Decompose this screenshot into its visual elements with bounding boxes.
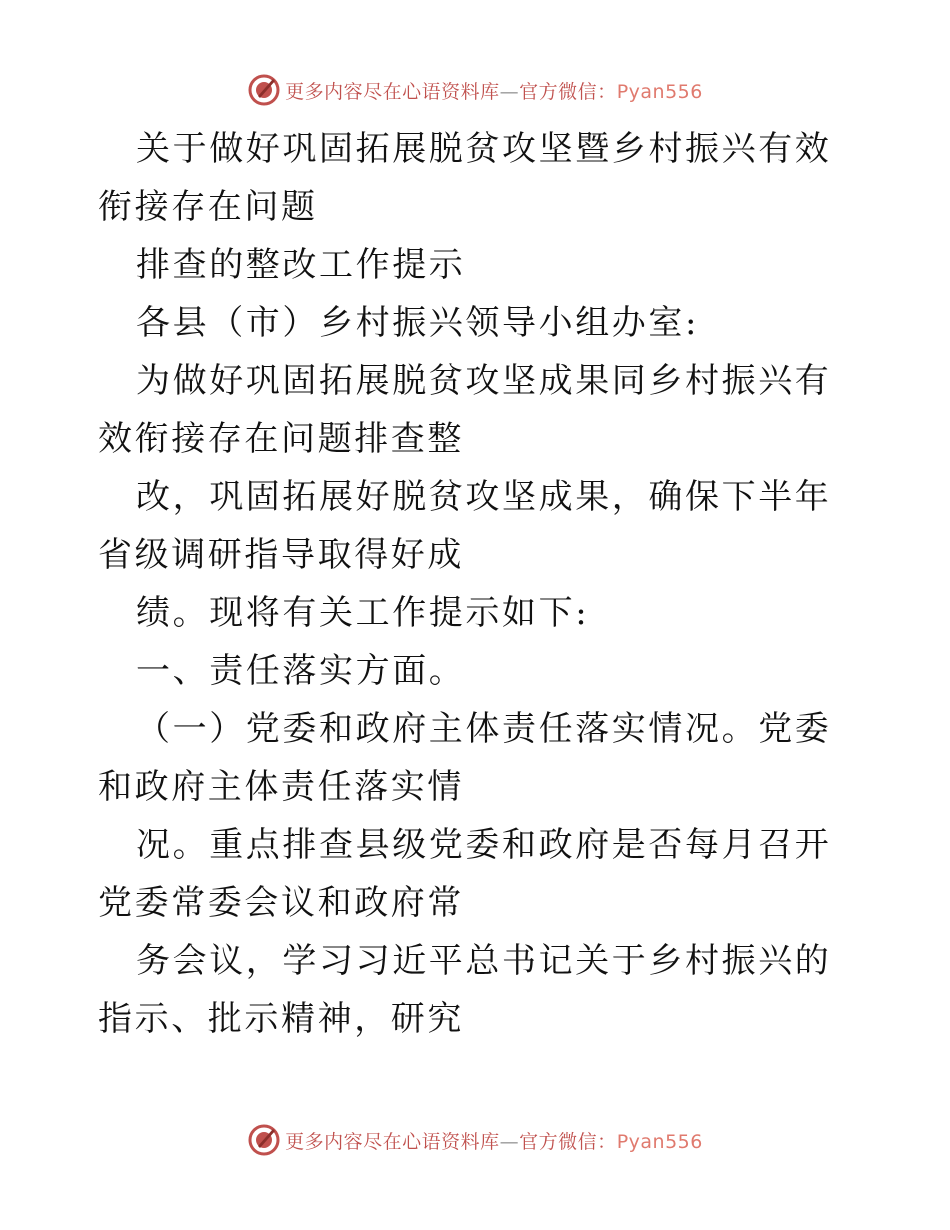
paragraph-1: 关于做好巩固拓展脱贫攻坚暨乡村振兴有效衔接存在问题 [98,129,832,227]
watermark-main-text: 更多内容尽在心语资料库 [285,1130,500,1153]
document-body [98,120,858,1048]
paragraph-3: 各县（市）乡村振兴领导小组办室: [136,303,700,343]
watermark-dash: — [499,80,520,103]
watermark-label: 官方微信： [519,1130,617,1153]
paragraph-2: 排查的整改工作提示 [136,245,466,285]
paragraph-9: 况。重点排查县级党委和政府是否每月召开党委常委会议和政府常 [98,825,832,923]
paragraph-4: 为做好巩固拓展脱贫攻坚成果同乡村振兴有效衔接存在问题排查整 [98,361,832,459]
paragraph-8: （一）党委和政府主体责任落实情况。党委和政府主体责任落实情 [98,709,832,807]
watermark-dash: — [499,1130,520,1153]
watermark-banner-top [0,70,950,110]
paragraph-10: 务会议，学习习近平总书记关于乡村振兴的指示、批示精神，研究 [98,941,832,1039]
watermark-wechat-id: Pyan556 [616,1130,703,1153]
brand-logo-icon [247,73,281,107]
paragraph-5: 改，巩固拓展好脱贫攻坚成果，确保下半年省级调研指导取得好成 [98,477,832,575]
watermark-main-text: 更多内容尽在心语资料库 [285,80,500,103]
watermark-wechat-id: Pyan556 [616,80,703,103]
brand-logo-icon [247,1123,281,1157]
paragraph-6: 绩。现将有关工作提示如下: [136,593,590,633]
paragraph-7: 一、责任落实方面。 [136,651,466,691]
watermark-banner-bottom [0,1120,950,1160]
watermark-label: 官方微信： [519,80,617,103]
